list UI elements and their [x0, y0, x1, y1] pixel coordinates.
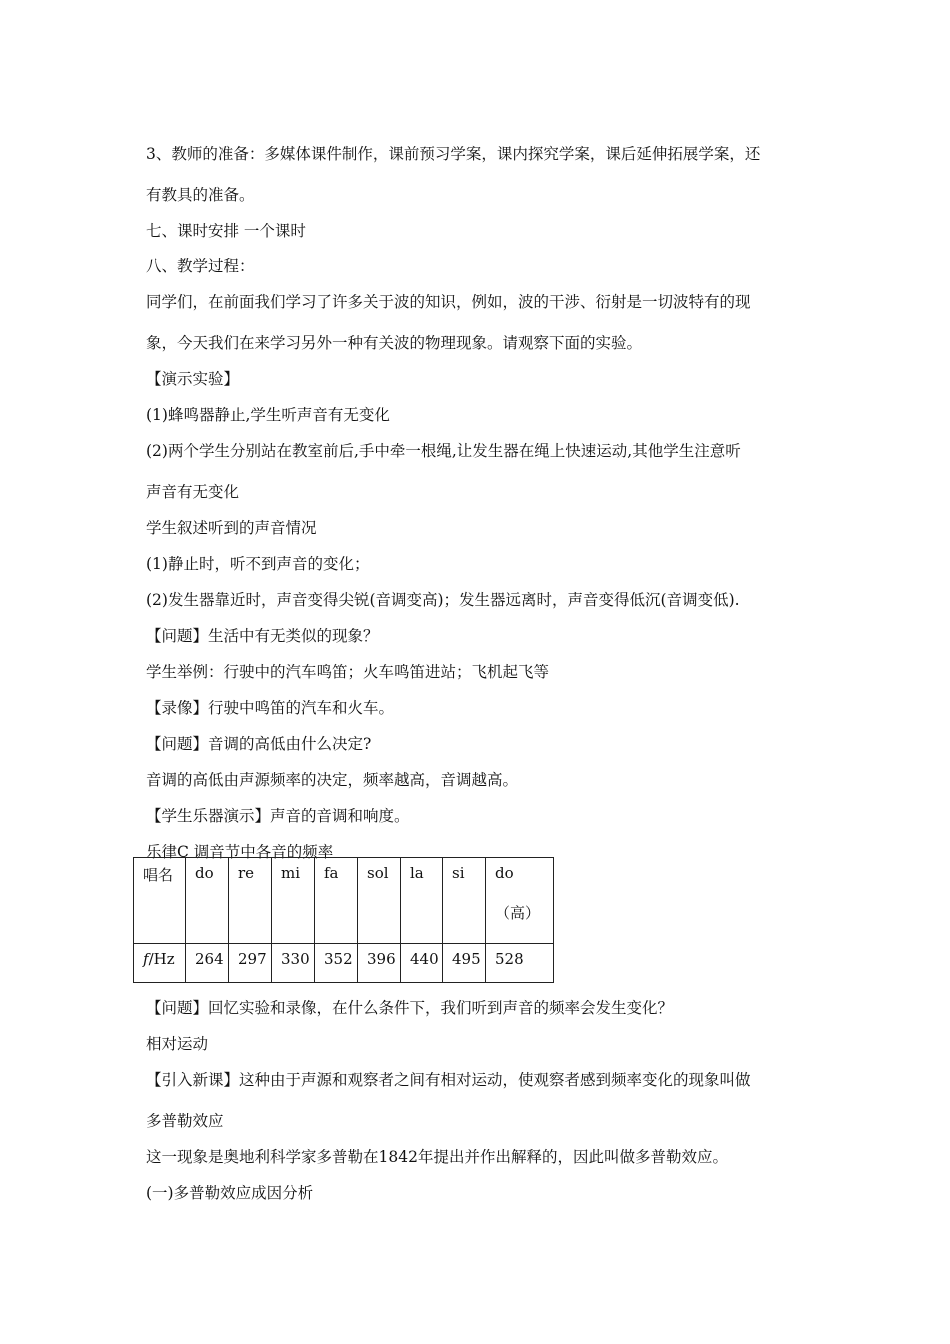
table-cell: 396: [358, 944, 401, 983]
table-cell-text: do: [495, 864, 514, 882]
paragraph-line: 【问题】生活中有无类似的现象？: [146, 626, 379, 645]
frequency-unit: /Hz: [148, 950, 175, 968]
paragraph-line: 这一现象是奥地利科学家多普勒在1842年提出并作出解释的，因此叫做多普勒效应。: [146, 1147, 728, 1166]
table-cell: re: [229, 858, 272, 944]
table-cell: si: [443, 858, 486, 944]
subheading: 【演示实验】: [146, 369, 240, 388]
table-cell: 297: [229, 944, 272, 983]
paragraph-line: 学生叙述听到的声音情况: [146, 518, 317, 537]
section-heading: 七、课时安排 一个课时: [146, 221, 306, 240]
paragraph-line: 【问题】音调的高低由什么决定?: [146, 734, 372, 753]
paragraph-line: (1)静止时，听不到声音的变化；: [146, 554, 370, 573]
table-cell: 330: [272, 944, 315, 983]
paragraph-line: 3、教师的准备：多媒体课件制作，课前预习学案，课内探究学案，课后延伸拓展学案，还: [146, 144, 761, 163]
table-row: [134, 944, 554, 983]
table-cell: 唱名: [134, 858, 186, 944]
paragraph-line: 【问题】回忆实验和录像，在什么条件下，我们听到声音的频率会发生变化？: [146, 998, 674, 1017]
paragraph-line: (1)蜂鸣器静止,学生听声音有无变化: [146, 405, 390, 424]
table-cell: 352: [315, 944, 358, 983]
table-row: [134, 858, 554, 944]
table-cell: 495: [443, 944, 486, 983]
section-heading: (一)多普勒效应成因分析: [146, 1183, 314, 1202]
paragraph-line: 音调的高低由声源频率的决定，频率越高，音调越高。: [146, 770, 519, 789]
paragraph-line: 声音有无变化: [146, 482, 240, 501]
frequency-table: [133, 857, 554, 983]
paragraph-line: 学生举例：行驶中的汽车鸣笛；火车鸣笛进站；飞机起飞等: [146, 662, 550, 681]
frequency-symbol: f: [143, 950, 149, 968]
section-heading: 八、教学过程：: [146, 256, 255, 275]
table-cell: 528: [486, 944, 554, 983]
table-cell: [486, 858, 554, 944]
table-cell: do: [186, 858, 229, 944]
paragraph-line: 【录像】行驶中鸣笛的汽车和火车。: [146, 698, 395, 717]
paragraph-line: 多普勒效应: [146, 1111, 224, 1130]
paragraph-line: (2)两个学生分别站在教室前后,手中牵一根绳,让发生器在绳上快速运动,其他学生注意听: [146, 441, 741, 460]
table-caption: 乐律C 调音节中各音的频率: [146, 842, 334, 861]
table-cell: fa: [315, 858, 358, 944]
table-cell-subtext: （高）: [495, 904, 541, 922]
table-cell: 440: [401, 944, 443, 983]
table-cell: la: [401, 858, 443, 944]
table-cell: mi: [272, 858, 315, 944]
paragraph-line: 象，今天我们在来学习另外一种有关波的物理现象。请观察下面的实验。: [146, 333, 643, 352]
paragraph-line: 【学生乐器演示】声音的音调和响度。: [146, 806, 410, 825]
paragraph-line: 相对运动: [146, 1034, 209, 1053]
paragraph-line: 同学们，在前面我们学习了许多关于波的知识，例如，波的干涉、衍射是一切波特有的现: [146, 292, 751, 311]
table-cell: [134, 944, 186, 983]
paragraph-line: (2)发生器靠近时，声音变得尖锐(音调变高)；发生器远离时，声音变得低沉(音调变低).: [146, 590, 740, 609]
paragraph-line: 【引入新课】这种由于声源和观察者之间有相对运动，使观察者感到频率变化的现象叫做: [146, 1070, 751, 1089]
paragraph-line: 有教具的准备。: [146, 185, 255, 204]
table-cell: 264: [186, 944, 229, 983]
table-cell: sol: [358, 858, 401, 944]
